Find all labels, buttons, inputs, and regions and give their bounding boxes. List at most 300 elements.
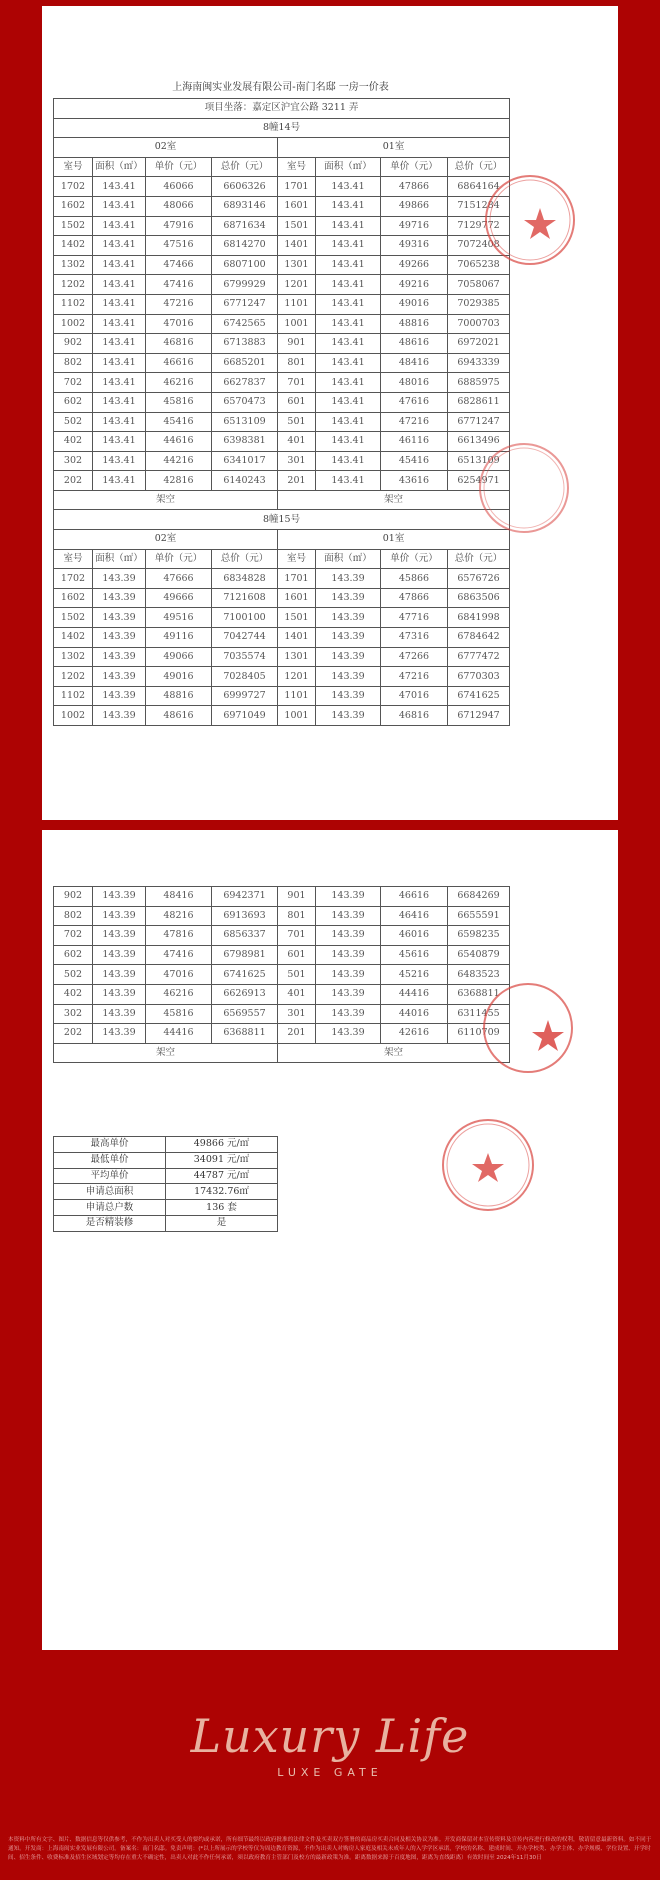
table-cell: 143.41 bbox=[316, 216, 381, 236]
table-cell: 802 bbox=[54, 353, 93, 373]
table-cell: 47216 bbox=[381, 667, 448, 687]
table-cell: 室号 bbox=[278, 549, 316, 569]
table-cell: 7000703 bbox=[448, 314, 510, 334]
table-row bbox=[54, 945, 510, 965]
table-cell: 502 bbox=[54, 965, 93, 985]
table-cell: 6971049 bbox=[212, 706, 278, 726]
table-cell: 143.39 bbox=[93, 1004, 146, 1024]
table-cell: 1601 bbox=[278, 588, 316, 608]
table-cell: 7072408 bbox=[448, 236, 510, 256]
price-table-part2 bbox=[53, 886, 510, 1063]
table-cell: 47016 bbox=[381, 686, 448, 706]
table-row bbox=[54, 926, 510, 946]
summary-label: 平均单价 bbox=[54, 1168, 166, 1184]
table-cell: 143.41 bbox=[316, 334, 381, 354]
table-cell: 6741625 bbox=[448, 686, 510, 706]
table-cell: 143.41 bbox=[93, 353, 146, 373]
table-row bbox=[54, 255, 510, 275]
table-cell: 401 bbox=[278, 432, 316, 452]
table-cell: 架空 bbox=[54, 1043, 278, 1063]
table-cell: 6613496 bbox=[448, 432, 510, 452]
table-row bbox=[54, 236, 510, 256]
table-cell: 143.39 bbox=[93, 965, 146, 985]
table-cell: 45616 bbox=[381, 945, 448, 965]
summary-value: 是 bbox=[166, 1215, 278, 1231]
table-cell: 6871634 bbox=[212, 216, 278, 236]
table-row bbox=[54, 588, 510, 608]
table-cell: 143.41 bbox=[316, 412, 381, 432]
table-cell: 143.41 bbox=[316, 196, 381, 216]
table-cell: 47916 bbox=[146, 216, 212, 236]
table-cell: 6828611 bbox=[448, 392, 510, 412]
table-cell: 6712947 bbox=[448, 706, 510, 726]
logo-script-text: Luxury Life bbox=[190, 1709, 470, 1763]
table-cell: 301 bbox=[278, 1004, 316, 1024]
table-row bbox=[54, 647, 510, 667]
table-cell: 143.39 bbox=[316, 887, 381, 907]
summary-table bbox=[53, 1136, 278, 1232]
table-cell: 6513109 bbox=[212, 412, 278, 432]
table-cell: 1602 bbox=[54, 196, 93, 216]
building-header bbox=[54, 510, 510, 530]
table-cell: 架空 bbox=[278, 490, 510, 510]
table-cell: 46816 bbox=[146, 334, 212, 354]
table-row bbox=[54, 667, 510, 687]
table-cell: 6254971 bbox=[448, 471, 510, 491]
table-cell: 302 bbox=[54, 451, 93, 471]
table-cell: 6943339 bbox=[448, 353, 510, 373]
table-cell: 143.39 bbox=[316, 965, 381, 985]
table-cell: 143.41 bbox=[316, 275, 381, 295]
table-cell: 1601 bbox=[278, 196, 316, 216]
table-cell: 801 bbox=[278, 906, 316, 926]
table-cell: 46616 bbox=[381, 887, 448, 907]
table-cell: 143.41 bbox=[93, 294, 146, 314]
table-cell: 6913693 bbox=[212, 906, 278, 926]
table-cell: 46066 bbox=[146, 177, 212, 197]
table-cell: 1402 bbox=[54, 236, 93, 256]
table-cell: 总价（元） bbox=[448, 549, 510, 569]
table-row bbox=[54, 314, 510, 334]
table-cell: 6606326 bbox=[212, 177, 278, 197]
table-cell: 201 bbox=[278, 1024, 316, 1044]
table-cell: 143.39 bbox=[316, 706, 381, 726]
summary-value: 17432.76㎡ bbox=[166, 1184, 278, 1200]
table-cell: 面积（㎡） bbox=[93, 157, 146, 177]
table-cell: 44016 bbox=[381, 1004, 448, 1024]
table-cell: 48066 bbox=[146, 196, 212, 216]
summary-row bbox=[54, 1168, 278, 1184]
table-cell: 46616 bbox=[146, 353, 212, 373]
table-cell: 7100100 bbox=[212, 608, 278, 628]
table-cell: 6856337 bbox=[212, 926, 278, 946]
table-cell: 143.39 bbox=[93, 686, 146, 706]
table-cell: 架空 bbox=[278, 1043, 510, 1063]
table-cell: 143.41 bbox=[93, 334, 146, 354]
summary-label: 最高单价 bbox=[54, 1137, 166, 1153]
table-cell: 143.41 bbox=[93, 451, 146, 471]
table-cell: 6864164 bbox=[448, 177, 510, 197]
disclaimer-text: 本资料中所有文字、图片、数据信息等仅供参考，不作为出卖人对买受人的要约或承诺，所有细节最终以政府批准的法律文件及买卖双方签署的商品房买卖合同及相关协议为准。开发商保留对本宣传资料及宣传内容进行修改的权利，敬请留意最新资料。如不同于通知。开发商：上海南闽实业发展有限公司。备案名：南门名邸。免责声明：(*以上所展示的学校等仅为周边教育资源，不作为出卖人对购房人家庭及相关未成年人的入学学区承诺，学校的名称、建成时间、开办学校类、办学主体、办学规模、学位设置、开学时间、招生条件、收费标准及招生区域划定等均存在重大不确定性，出卖人对此不作任何承诺，须以政府教育主管部门及校方的最新政策为准。距离数据来源于百度地图，距离为直线距离）有效时间至 2024年11月30日 bbox=[8, 1837, 652, 1861]
table-cell: 47416 bbox=[146, 275, 212, 295]
table-cell: 6798981 bbox=[212, 945, 278, 965]
table-cell: 1101 bbox=[278, 294, 316, 314]
document-title: 上海南闽实业发展有限公司-南门名邸 一房一价表 bbox=[172, 82, 389, 93]
table-cell: 901 bbox=[278, 334, 316, 354]
table-cell: 48816 bbox=[381, 314, 448, 334]
table-row bbox=[54, 569, 510, 589]
table-cell: 6942371 bbox=[212, 887, 278, 907]
table-cell: 47466 bbox=[146, 255, 212, 275]
building-header bbox=[54, 118, 510, 138]
table-cell: 1201 bbox=[278, 275, 316, 295]
table-cell: 46216 bbox=[146, 373, 212, 393]
table-cell: 143.41 bbox=[316, 353, 381, 373]
table-cell: 7151284 bbox=[448, 196, 510, 216]
table-cell: 1002 bbox=[54, 706, 93, 726]
table-cell: 48416 bbox=[381, 353, 448, 373]
table-cell: 1102 bbox=[54, 686, 93, 706]
table-cell: 143.41 bbox=[93, 314, 146, 334]
table-cell: 49066 bbox=[146, 647, 212, 667]
table-cell: 602 bbox=[54, 392, 93, 412]
table-row bbox=[54, 471, 510, 491]
table-cell: 1001 bbox=[278, 314, 316, 334]
table-cell: 总价（元） bbox=[448, 157, 510, 177]
table-cell: 501 bbox=[278, 412, 316, 432]
table-cell: 301 bbox=[278, 451, 316, 471]
table-cell: 601 bbox=[278, 945, 316, 965]
table-cell: 6771247 bbox=[448, 412, 510, 432]
table-cell: 架空 bbox=[54, 490, 278, 510]
table-row bbox=[54, 628, 510, 648]
table-cell: 1302 bbox=[54, 255, 93, 275]
table-cell: 7058067 bbox=[448, 275, 510, 295]
table-cell: 143.41 bbox=[316, 432, 381, 452]
table-cell: 7042744 bbox=[212, 628, 278, 648]
table-cell: 1502 bbox=[54, 216, 93, 236]
table-row bbox=[54, 984, 510, 1004]
table-cell: 143.39 bbox=[93, 569, 146, 589]
table-cell: 01室 bbox=[278, 530, 510, 550]
summary-value: 44787 元/㎡ bbox=[166, 1168, 278, 1184]
table-row bbox=[54, 216, 510, 236]
summary-value: 34091 元/㎡ bbox=[166, 1152, 278, 1168]
table-row bbox=[54, 373, 510, 393]
table-cell: 8幢14号 bbox=[54, 118, 510, 138]
table-cell: 143.41 bbox=[93, 392, 146, 412]
table-cell: 143.39 bbox=[93, 647, 146, 667]
table-cell: 45216 bbox=[381, 965, 448, 985]
table-cell: 7129772 bbox=[448, 216, 510, 236]
table-cell: 143.39 bbox=[93, 984, 146, 1004]
table-cell: 143.41 bbox=[93, 177, 146, 197]
table-cell: 302 bbox=[54, 1004, 93, 1024]
table-cell: 1701 bbox=[278, 569, 316, 589]
table-cell: 47416 bbox=[146, 945, 212, 965]
summary-row bbox=[54, 1152, 278, 1168]
table-cell: 48616 bbox=[381, 334, 448, 354]
table-cell: 1001 bbox=[278, 706, 316, 726]
table-cell: 42816 bbox=[146, 471, 212, 491]
table-cell: 143.41 bbox=[93, 216, 146, 236]
table-cell: 49216 bbox=[381, 275, 448, 295]
table-cell: 6576726 bbox=[448, 569, 510, 589]
table-cell: 48616 bbox=[146, 706, 212, 726]
table-cell: 902 bbox=[54, 334, 93, 354]
table-cell: 1501 bbox=[278, 608, 316, 628]
table-cell: 1401 bbox=[278, 628, 316, 648]
table-cell: 143.39 bbox=[316, 1024, 381, 1044]
table-cell: 143.41 bbox=[316, 451, 381, 471]
table-cell: 1101 bbox=[278, 686, 316, 706]
table-cell: 6140243 bbox=[212, 471, 278, 491]
table-cell: 6742565 bbox=[212, 314, 278, 334]
table-row bbox=[54, 1024, 510, 1044]
table-cell: 45416 bbox=[146, 412, 212, 432]
table-row bbox=[54, 392, 510, 412]
table-cell: 1402 bbox=[54, 628, 93, 648]
table-cell: 143.39 bbox=[316, 945, 381, 965]
table-cell: 1002 bbox=[54, 314, 93, 334]
table-cell: 143.41 bbox=[316, 236, 381, 256]
table-cell: 143.39 bbox=[93, 706, 146, 726]
table-cell: 室号 bbox=[278, 157, 316, 177]
table-cell: 49716 bbox=[381, 216, 448, 236]
table-cell: 143.41 bbox=[93, 255, 146, 275]
table-cell: 44216 bbox=[146, 451, 212, 471]
table-cell: 单价（元） bbox=[146, 549, 212, 569]
table-cell: 项目坐落：嘉定区沪宜公路 3211 弄 bbox=[54, 99, 510, 119]
table-cell: 45416 bbox=[381, 451, 448, 471]
table-cell: 46816 bbox=[381, 706, 448, 726]
table-cell: 49316 bbox=[381, 236, 448, 256]
table-cell: 1502 bbox=[54, 608, 93, 628]
table-cell: 143.41 bbox=[93, 432, 146, 452]
table-cell: 801 bbox=[278, 353, 316, 373]
table-row bbox=[54, 1004, 510, 1024]
table-cell: 7065238 bbox=[448, 255, 510, 275]
official-seal-icon bbox=[476, 440, 572, 536]
table-cell: 室号 bbox=[54, 549, 93, 569]
table-cell: 7035574 bbox=[212, 647, 278, 667]
table-cell: 1401 bbox=[278, 236, 316, 256]
table-cell: 143.41 bbox=[93, 471, 146, 491]
summary-row bbox=[54, 1215, 278, 1231]
table-cell: 49516 bbox=[146, 608, 212, 628]
table-cell: 面积（㎡） bbox=[316, 157, 381, 177]
table-cell: 402 bbox=[54, 432, 93, 452]
summary-row bbox=[54, 1137, 278, 1153]
table-row bbox=[54, 177, 510, 197]
table-row bbox=[54, 706, 510, 726]
table-cell: 47716 bbox=[381, 608, 448, 628]
table-cell: 6655591 bbox=[448, 906, 510, 926]
table-cell: 6368811 bbox=[448, 984, 510, 1004]
table-cell: 01室 bbox=[278, 138, 510, 158]
table-cell: 47866 bbox=[381, 177, 448, 197]
table-cell: 1702 bbox=[54, 569, 93, 589]
table-cell: 143.41 bbox=[316, 255, 381, 275]
table-cell: 902 bbox=[54, 887, 93, 907]
table-cell: 6311455 bbox=[448, 1004, 510, 1024]
table-cell: 6341017 bbox=[212, 451, 278, 471]
table-cell: 44616 bbox=[146, 432, 212, 452]
table-cell: 6784642 bbox=[448, 628, 510, 648]
table-cell: 143.41 bbox=[316, 471, 381, 491]
table-cell: 6814270 bbox=[212, 236, 278, 256]
table-row bbox=[54, 906, 510, 926]
table-cell: 143.41 bbox=[93, 373, 146, 393]
table-cell: 143.39 bbox=[93, 926, 146, 946]
table-cell: 46116 bbox=[381, 432, 448, 452]
table-cell: 143.39 bbox=[93, 1024, 146, 1044]
table-cell: 6627837 bbox=[212, 373, 278, 393]
empty-floor-row bbox=[54, 490, 510, 510]
table-cell: 49666 bbox=[146, 588, 212, 608]
table-cell: 1301 bbox=[278, 647, 316, 667]
table-cell: 1102 bbox=[54, 294, 93, 314]
table-cell: 701 bbox=[278, 373, 316, 393]
table-cell: 42616 bbox=[381, 1024, 448, 1044]
table-cell: 48216 bbox=[146, 906, 212, 926]
summary-label: 最低单价 bbox=[54, 1152, 166, 1168]
table-cell: 46216 bbox=[146, 984, 212, 1004]
company-seal-icon bbox=[480, 170, 580, 270]
table-cell: 6110709 bbox=[448, 1024, 510, 1044]
table-cell: 47016 bbox=[146, 965, 212, 985]
table-cell: 401 bbox=[278, 984, 316, 1004]
table-cell: 面积（㎡） bbox=[316, 549, 381, 569]
summary-label: 申请总面积 bbox=[54, 1184, 166, 1200]
table-cell: 143.41 bbox=[93, 275, 146, 295]
summary-value: 49866 元/㎡ bbox=[166, 1137, 278, 1153]
table-cell: 6684269 bbox=[448, 887, 510, 907]
table-cell: 47316 bbox=[381, 628, 448, 648]
table-cell: 143.41 bbox=[93, 196, 146, 216]
table-cell: 143.41 bbox=[93, 236, 146, 256]
table-cell: 总价（元） bbox=[212, 549, 278, 569]
table-cell: 47866 bbox=[381, 588, 448, 608]
table-cell: 6799929 bbox=[212, 275, 278, 295]
table-row bbox=[54, 608, 510, 628]
table-cell: 143.39 bbox=[316, 569, 381, 589]
table-cell: 143.39 bbox=[93, 588, 146, 608]
table-cell: 6713883 bbox=[212, 334, 278, 354]
table-cell: 143.39 bbox=[316, 608, 381, 628]
summary-label: 申请总户数 bbox=[54, 1200, 166, 1216]
table-cell: 143.39 bbox=[316, 686, 381, 706]
table-cell: 702 bbox=[54, 926, 93, 946]
table-cell: 6834828 bbox=[212, 569, 278, 589]
table-cell: 6741625 bbox=[212, 965, 278, 985]
table-cell: 143.41 bbox=[316, 373, 381, 393]
table-cell: 1702 bbox=[54, 177, 93, 197]
table-row bbox=[54, 887, 510, 907]
table-cell: 49016 bbox=[381, 294, 448, 314]
table-cell: 1602 bbox=[54, 588, 93, 608]
table-cell: 1202 bbox=[54, 275, 93, 295]
table-cell: 7029385 bbox=[448, 294, 510, 314]
table-cell: 143.39 bbox=[316, 1004, 381, 1024]
table-row bbox=[54, 353, 510, 373]
table-cell: 6483523 bbox=[448, 965, 510, 985]
table-cell: 44416 bbox=[146, 1024, 212, 1044]
table-cell: 48016 bbox=[381, 373, 448, 393]
table-cell: 501 bbox=[278, 965, 316, 985]
table-cell: 6598235 bbox=[448, 926, 510, 946]
table-cell: 1202 bbox=[54, 667, 93, 687]
table-cell: 202 bbox=[54, 1024, 93, 1044]
table-cell: 1501 bbox=[278, 216, 316, 236]
empty-floor-row bbox=[54, 1043, 510, 1063]
table-cell: 7028405 bbox=[212, 667, 278, 687]
table-cell: 6626913 bbox=[212, 984, 278, 1004]
table-cell: 143.39 bbox=[316, 926, 381, 946]
table-cell: 802 bbox=[54, 906, 93, 926]
table-cell: 02室 bbox=[54, 530, 278, 550]
brand-logo bbox=[0, 1708, 660, 1780]
table-cell: 02室 bbox=[54, 138, 278, 158]
table-cell: 47016 bbox=[146, 314, 212, 334]
table-row bbox=[54, 432, 510, 452]
table-cell: 47216 bbox=[146, 294, 212, 314]
project-location-row bbox=[54, 99, 510, 119]
table-cell: 143.39 bbox=[316, 588, 381, 608]
table-cell: 44416 bbox=[381, 984, 448, 1004]
table-cell: 47666 bbox=[146, 569, 212, 589]
table-cell: 7121608 bbox=[212, 588, 278, 608]
table-cell: 143.39 bbox=[93, 628, 146, 648]
table-cell: 402 bbox=[54, 984, 93, 1004]
table-cell: 6540879 bbox=[448, 945, 510, 965]
table-cell: 单价（元） bbox=[146, 157, 212, 177]
table-cell: 701 bbox=[278, 926, 316, 946]
table-cell: 6999727 bbox=[212, 686, 278, 706]
table-cell: 49016 bbox=[146, 667, 212, 687]
summary-row bbox=[54, 1184, 278, 1200]
table-cell: 702 bbox=[54, 373, 93, 393]
table-cell: 6685201 bbox=[212, 353, 278, 373]
price-table-part1 bbox=[53, 98, 510, 726]
table-cell: 45816 bbox=[146, 1004, 212, 1024]
column-header-row bbox=[54, 157, 510, 177]
table-cell: 6770303 bbox=[448, 667, 510, 687]
table-cell: 6972021 bbox=[448, 334, 510, 354]
table-cell: 143.39 bbox=[93, 887, 146, 907]
table-row bbox=[54, 965, 510, 985]
table-cell: 6841998 bbox=[448, 608, 510, 628]
table-cell: 143.39 bbox=[93, 945, 146, 965]
table-cell: 143.39 bbox=[316, 667, 381, 687]
table-cell: 47816 bbox=[146, 926, 212, 946]
table-cell: 面积（㎡） bbox=[93, 549, 146, 569]
company-seal-icon-2 bbox=[480, 980, 576, 1076]
column-header-row bbox=[54, 549, 510, 569]
table-cell: 8幢15号 bbox=[54, 510, 510, 530]
table-cell: 49266 bbox=[381, 255, 448, 275]
table-cell: 143.41 bbox=[316, 392, 381, 412]
table-cell: 6368811 bbox=[212, 1024, 278, 1044]
summary-label: 是否精装修 bbox=[54, 1215, 166, 1231]
table-cell: 43616 bbox=[381, 471, 448, 491]
table-cell: 47216 bbox=[381, 412, 448, 432]
table-cell: 单价（元） bbox=[381, 549, 448, 569]
table-cell: 143.39 bbox=[93, 906, 146, 926]
table-cell: 143.39 bbox=[316, 628, 381, 648]
table-cell: 6569557 bbox=[212, 1004, 278, 1024]
table-row bbox=[54, 686, 510, 706]
